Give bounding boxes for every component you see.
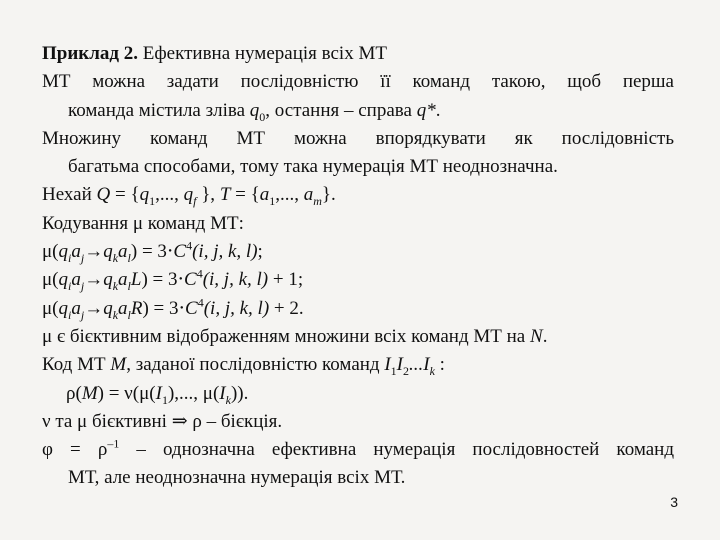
I1-symbol: I xyxy=(155,382,162,404)
text-fragment: + 2. xyxy=(269,297,304,319)
C-symbol: C xyxy=(184,269,197,291)
move-symbol: L xyxy=(130,269,142,291)
a1-symbol: a xyxy=(259,184,270,206)
subscript: k xyxy=(112,279,119,294)
superscript: 4 xyxy=(186,238,193,253)
rho-line xyxy=(42,380,674,408)
subscript: l xyxy=(127,250,131,265)
subscript: j xyxy=(80,250,85,265)
para1-line2 xyxy=(42,97,674,125)
mu-symbol: μ xyxy=(42,325,53,347)
para2-line2: багатьма способами, тому така нумерація МТ неоднозначна. xyxy=(68,156,558,178)
qstar-symbol: q* xyxy=(416,99,436,121)
heading-label: Приклад 2. xyxy=(42,43,139,64)
sets-line xyxy=(42,181,674,209)
subscript: m xyxy=(313,194,322,209)
qk-symbol: q xyxy=(103,241,113,263)
text-fragment: ,..., xyxy=(155,184,184,206)
text-fragment: ) = 3⋅ xyxy=(142,297,186,319)
subscript: j xyxy=(80,279,85,294)
text-fragment: ) = 3⋅ xyxy=(130,241,174,263)
formula-3 xyxy=(42,295,674,323)
text-fragment: . xyxy=(435,99,441,121)
Ik-symbol: I xyxy=(219,382,226,404)
subscript: k xyxy=(112,307,119,322)
text-fragment: Кодування xyxy=(42,212,133,234)
text-fragment: }. xyxy=(321,184,336,206)
subscript: 2 xyxy=(403,364,409,379)
text-fragment: ) = ν(μ( xyxy=(97,382,156,404)
nu-line: ν та μ бієктивні ⇒ ρ – бієкція. xyxy=(42,410,283,432)
text-fragment: команда містила зліва xyxy=(68,99,250,121)
text-fragment: Нехай xyxy=(42,184,97,206)
text-fragment: команд МТ: xyxy=(143,212,244,234)
args: (i, j, k, l) xyxy=(202,269,269,291)
M-symbol: M xyxy=(81,382,98,404)
text-fragment: }, xyxy=(196,184,220,206)
dots: ... xyxy=(409,354,424,376)
text-fragment: ,..., xyxy=(275,184,304,206)
superscript: –1 xyxy=(107,436,120,451)
mu-open: μ( xyxy=(42,297,59,319)
text-fragment: )). xyxy=(230,382,249,404)
coding-line xyxy=(42,210,674,238)
text-fragment: ρ( xyxy=(66,382,82,404)
mu-open: μ( xyxy=(42,269,59,291)
slide-body xyxy=(42,40,674,493)
al-symbol: a xyxy=(118,297,128,319)
text-fragment: , заданої послідовністю команд xyxy=(126,354,385,376)
formula-1 xyxy=(42,238,674,266)
qi-symbol: q xyxy=(58,297,69,319)
aj-symbol: a xyxy=(71,297,81,319)
am-symbol: a xyxy=(303,184,314,206)
bijective-line xyxy=(42,323,674,351)
qi-symbol: q xyxy=(58,241,69,263)
arrow-icon: → xyxy=(84,269,104,291)
T-symbol: T xyxy=(219,184,231,206)
subscript: i xyxy=(68,279,72,294)
text-fragment: ),..., μ( xyxy=(167,382,220,404)
subscript: l xyxy=(127,279,131,294)
para2-line1: Множину команд МТ можна впорядкувати як послідовність xyxy=(42,127,674,149)
text-fragment: . xyxy=(542,325,548,347)
text-fragment: = { xyxy=(110,184,140,206)
args: (i, j, k, l) xyxy=(203,297,270,319)
superscript: 4 xyxy=(196,267,203,282)
text-fragment: – однозначна ефективна нумерація послідовностей команд xyxy=(119,439,674,461)
qi-symbol: q xyxy=(58,269,69,291)
phi-line1 xyxy=(42,436,674,464)
text-fragment: Код МТ xyxy=(42,354,111,376)
al-symbol: a xyxy=(118,269,128,291)
args: (i, j, k, l) xyxy=(192,241,258,263)
arrow-icon: → xyxy=(84,297,104,319)
q0-symbol: q xyxy=(249,99,260,121)
superscript: 4 xyxy=(197,295,204,310)
heading-text: Ефективна нумерація всіх МТ xyxy=(138,43,387,64)
subscript: i xyxy=(68,307,72,322)
aj-symbol: a xyxy=(71,269,81,291)
code-line xyxy=(42,351,674,379)
M-symbol: M xyxy=(110,354,127,376)
I2-symbol: I xyxy=(396,354,403,376)
page-number: 3 xyxy=(670,494,678,510)
formula-2 xyxy=(42,266,674,294)
text-fragment: , остання – справа xyxy=(265,99,417,121)
text-fragment: ; xyxy=(257,241,263,263)
I1-symbol: I xyxy=(384,354,391,376)
text-fragment: є бієктивним відображенням множини всіх команд МТ на xyxy=(52,325,530,347)
subscript: k xyxy=(112,250,119,265)
Q-symbol: Q xyxy=(96,184,111,206)
q1-symbol: q xyxy=(139,184,150,206)
text-fragment: = { xyxy=(230,184,260,206)
arrow-icon: → xyxy=(84,241,104,263)
text-fragment: ) = 3⋅ xyxy=(141,269,184,291)
text-fragment: φ = ρ xyxy=(42,439,108,461)
subscript: l xyxy=(127,307,131,322)
para1-line1: МТ можна задати послідовністю її команд такою, щоб перша xyxy=(42,71,674,93)
subscript: k xyxy=(429,364,435,379)
slide-heading xyxy=(42,40,674,68)
text-fragment: : xyxy=(434,354,445,376)
subscript: i xyxy=(68,250,72,265)
C-symbol: C xyxy=(173,241,187,263)
phi-line2: МТ, але неоднозначна нумерація всіх МТ. xyxy=(68,467,406,489)
al-symbol: a xyxy=(118,241,128,263)
subscript: 1 xyxy=(390,364,397,379)
qk-symbol: q xyxy=(103,297,113,319)
text-fragment: + 1; xyxy=(268,269,304,291)
subscript: f xyxy=(193,194,197,209)
mu-symbol: μ xyxy=(132,212,144,234)
subscript: 1 xyxy=(161,392,168,407)
subscript: 1 xyxy=(149,194,156,209)
C-symbol: C xyxy=(185,297,198,319)
subscript: j xyxy=(80,307,85,322)
mu-open: μ( xyxy=(42,241,59,263)
subscript: 1 xyxy=(269,194,276,209)
q0-subscript: 0 xyxy=(259,109,266,124)
subscript: k xyxy=(225,392,231,407)
N-symbol: N xyxy=(530,325,543,347)
qf-symbol: q xyxy=(183,184,194,206)
qk-symbol: q xyxy=(103,269,113,291)
aj-symbol: a xyxy=(71,241,81,263)
Ik-symbol: I xyxy=(423,354,430,376)
move-symbol: R xyxy=(130,297,143,319)
